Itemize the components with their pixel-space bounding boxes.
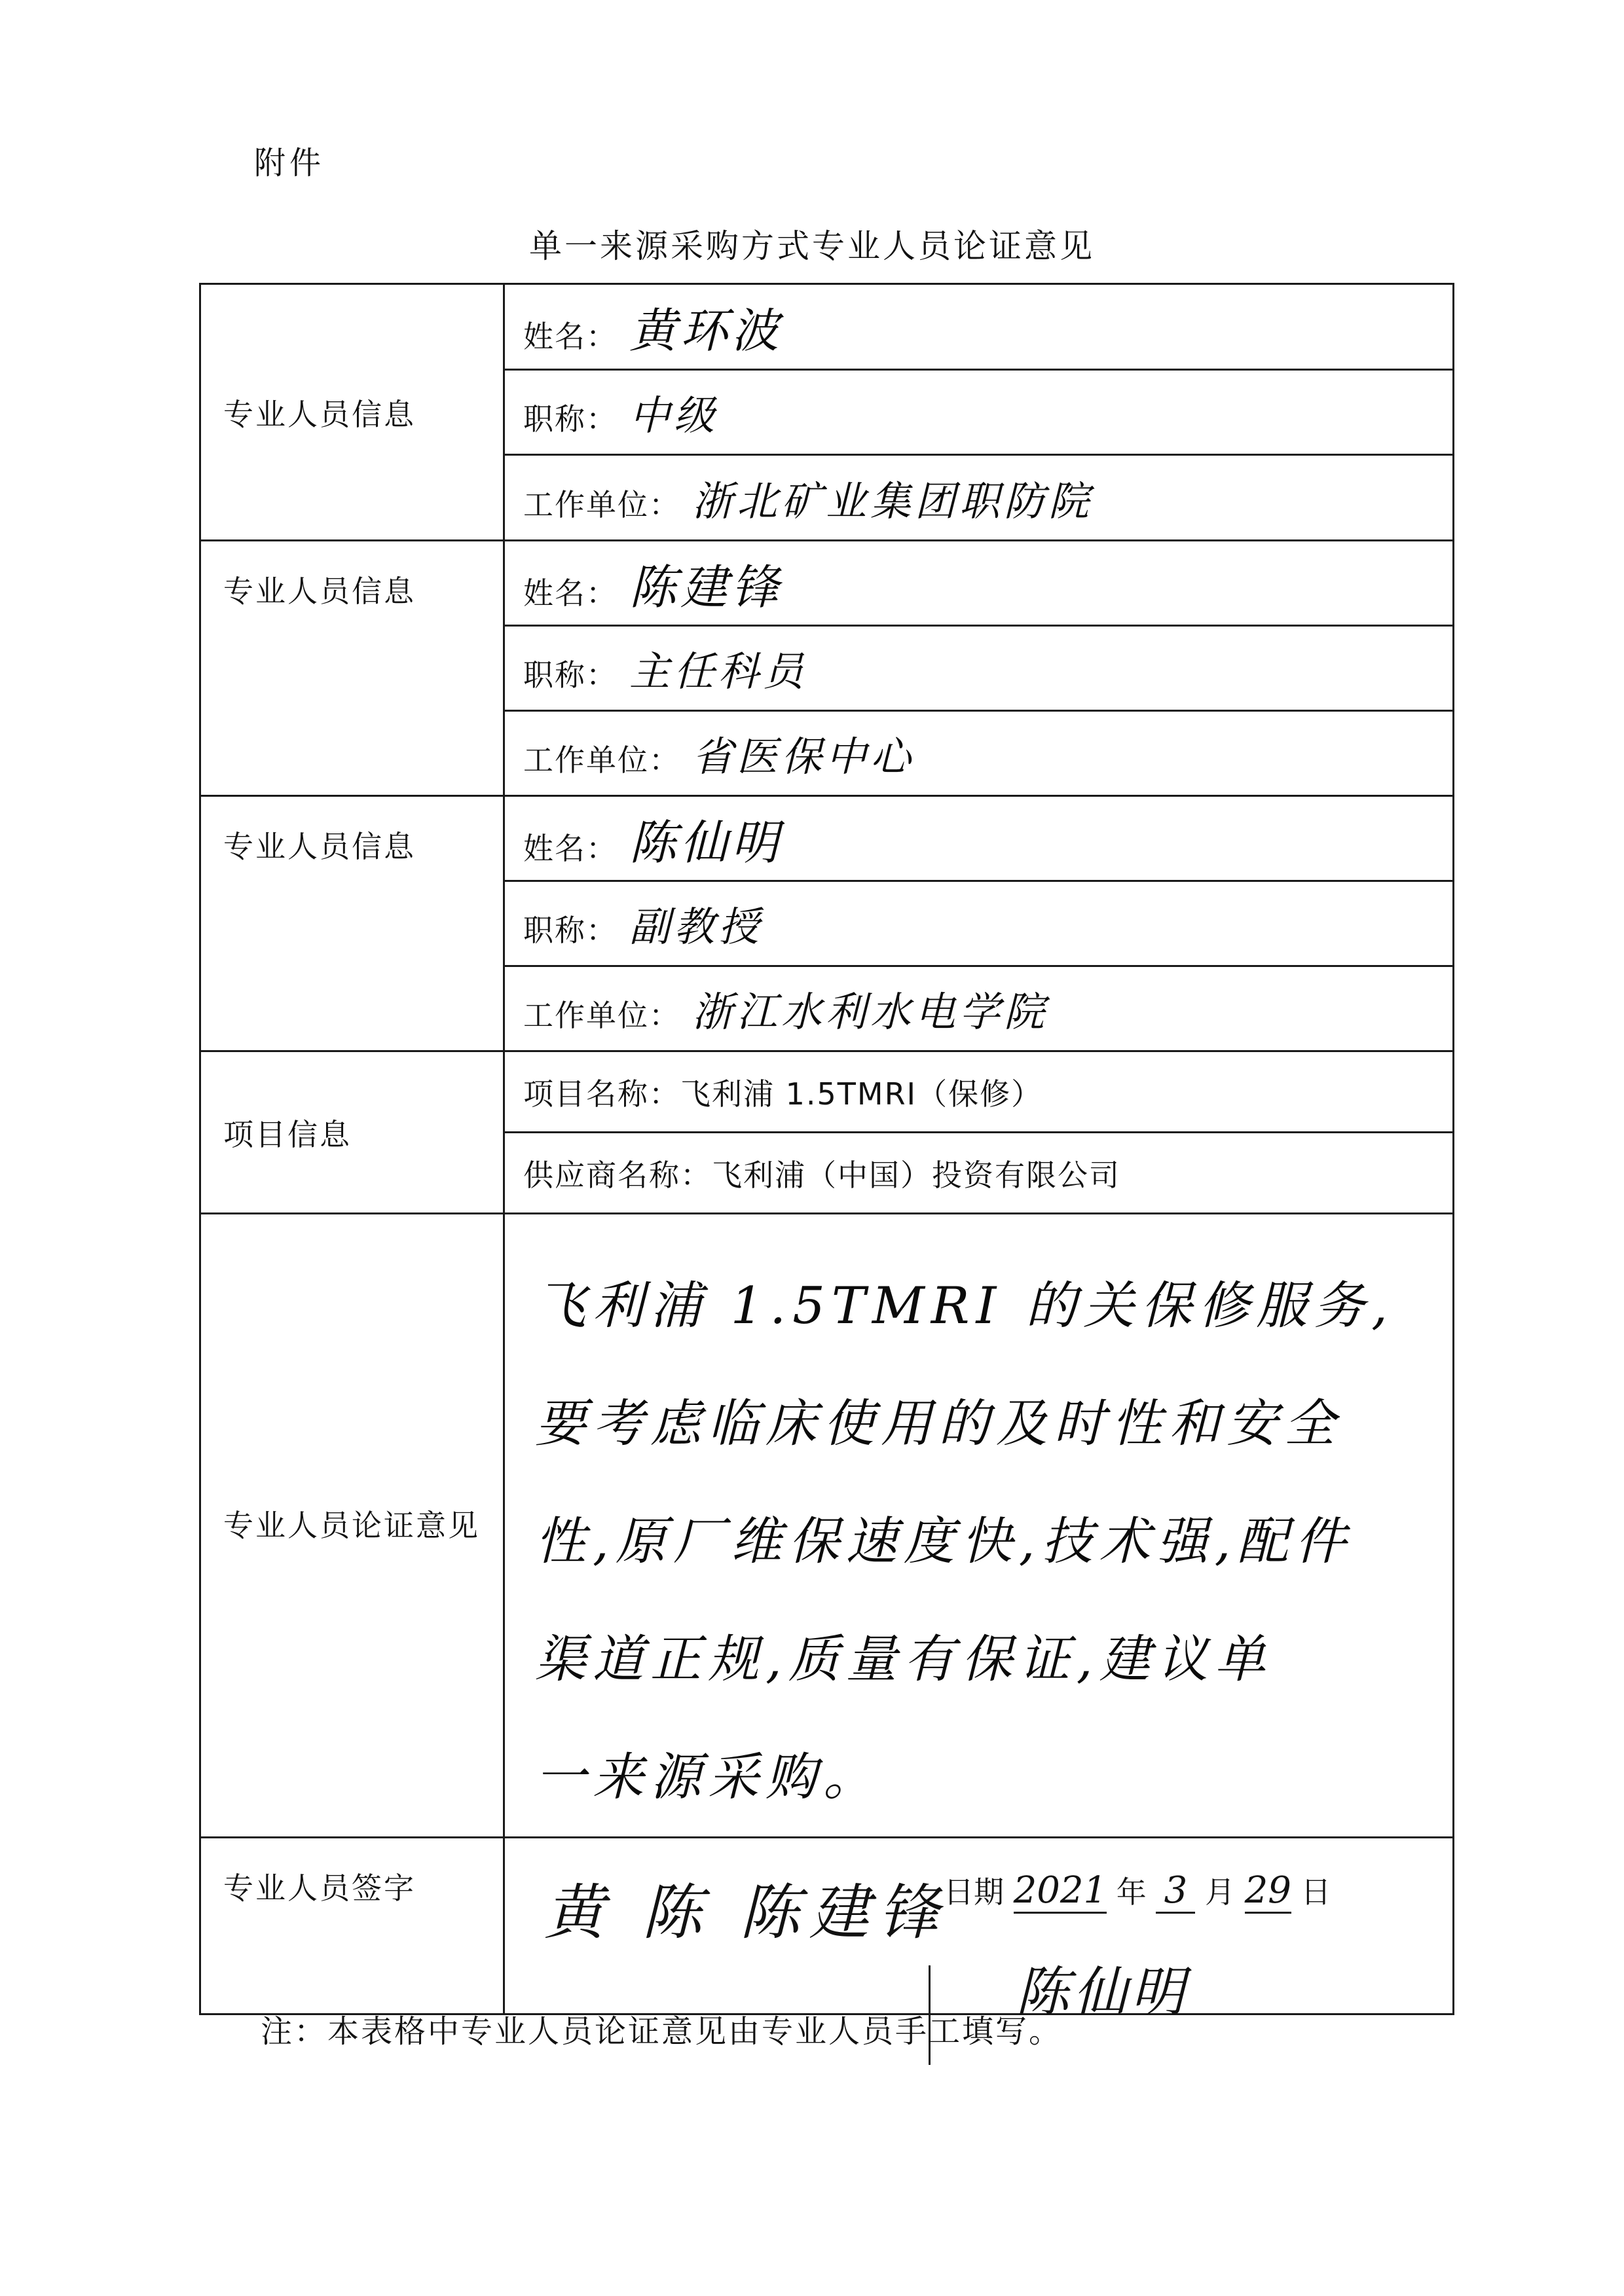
expert-3-title-handwritten: 副教授 bbox=[629, 903, 764, 951]
supplier-name-text: 供应商名称：飞利浦（中国）投资有限公司 bbox=[523, 1157, 1120, 1193]
day-unit: 日 bbox=[1301, 1874, 1331, 1910]
expert-2-unit-row bbox=[504, 711, 1454, 796]
title-label: 职称： bbox=[523, 913, 618, 948]
date-label: 日期 bbox=[944, 1874, 1004, 1910]
signature-area bbox=[504, 1838, 1454, 2024]
opinion-line-1: 飞利浦 1.5TMRI 的关保修服务, bbox=[535, 1277, 1394, 1336]
opinion-line-2: 要考虑临床使用的及时性和安全 bbox=[535, 1394, 1342, 1453]
expert-3-title-row bbox=[504, 881, 1454, 966]
expert-2-section-label: 专业人员信息 bbox=[200, 541, 504, 796]
unit-label: 工作单位： bbox=[523, 486, 680, 522]
supplier-name-row bbox=[504, 1133, 1454, 1214]
name-label: 姓名： bbox=[523, 830, 618, 866]
expert-3-name-row bbox=[504, 796, 1454, 881]
title-label: 职称： bbox=[523, 401, 618, 437]
date-day: 29 bbox=[1245, 1869, 1291, 1914]
expert-2-unit-handwritten: 省医保中心 bbox=[692, 733, 915, 780]
expert-3-unit-row bbox=[504, 966, 1454, 1051]
expert-3-section-label: 专业人员信息 bbox=[200, 796, 504, 1051]
review-form-table bbox=[199, 283, 1454, 2024]
project-name-text: 项目名称：飞利浦 1.5TMRI（保修） bbox=[523, 1076, 1043, 1112]
expert-1-section-label: 专业人员信息 bbox=[200, 284, 504, 541]
page-title: 单一来源采购方式专业人员论证意见 bbox=[529, 227, 1095, 265]
month-unit: 月 bbox=[1205, 1874, 1236, 1910]
expert-1-unit-handwritten: 浙北矿业集团职防院 bbox=[692, 477, 1094, 525]
name-label: 姓名： bbox=[523, 319, 618, 354]
date-year: 2021 bbox=[1014, 1869, 1107, 1914]
opinion-handwritten-block bbox=[504, 1214, 1454, 1838]
opinion-line-5: 一来源采购。 bbox=[535, 1748, 881, 1807]
expert-2-title-handwritten: 主任科员 bbox=[629, 647, 808, 695]
opinion-line-3: 性,原厂维保速度快,技术强,配件 bbox=[535, 1512, 1353, 1571]
date-month: 3 bbox=[1156, 1869, 1195, 1914]
expert-2-title-row bbox=[504, 626, 1454, 711]
expert-3-name-handwritten: 陈仙明 bbox=[629, 814, 783, 870]
expert-1-title-row bbox=[504, 370, 1454, 455]
unit-label: 工作单位： bbox=[523, 998, 680, 1033]
expert-3-unit-handwritten: 浙江水利水电学院 bbox=[692, 988, 1049, 1036]
fourth-signature: 陈仙明 bbox=[1016, 1961, 1189, 2024]
footnote: 注：本表格中专业人员论证意见由专业人员手工填写。 bbox=[261, 2013, 1063, 2050]
attachment-label: 附件 bbox=[254, 145, 325, 181]
date-line bbox=[944, 1868, 1331, 1914]
name-label: 姓名： bbox=[523, 575, 618, 611]
expert-2-name-handwritten: 陈建锋 bbox=[629, 559, 783, 615]
expert-1-name-handwritten: 黄环波 bbox=[629, 303, 783, 358]
expert-1-title-handwritten: 中级 bbox=[629, 392, 719, 439]
project-name-row bbox=[504, 1051, 1454, 1133]
opinion-label-text: 专业人员论证意见 bbox=[223, 1508, 480, 1543]
unit-label: 工作单位： bbox=[523, 742, 680, 778]
opinion-section-label bbox=[200, 1214, 504, 1838]
title-label: 职称： bbox=[523, 657, 618, 693]
expert-signatures: 黄 陈 陈建锋 bbox=[544, 1878, 948, 1948]
opinion-line-4: 渠道正规,质量有保证,建议单 bbox=[535, 1630, 1272, 1689]
expert-2-name-row bbox=[504, 541, 1454, 626]
project-section-label: 项目信息 bbox=[200, 1051, 504, 1214]
year-unit: 年 bbox=[1116, 1874, 1147, 1910]
signature-section-label: 专业人员签字 bbox=[200, 1838, 504, 2014]
expert-1-name-row bbox=[504, 284, 1454, 370]
expert-1-unit-row bbox=[504, 455, 1454, 541]
